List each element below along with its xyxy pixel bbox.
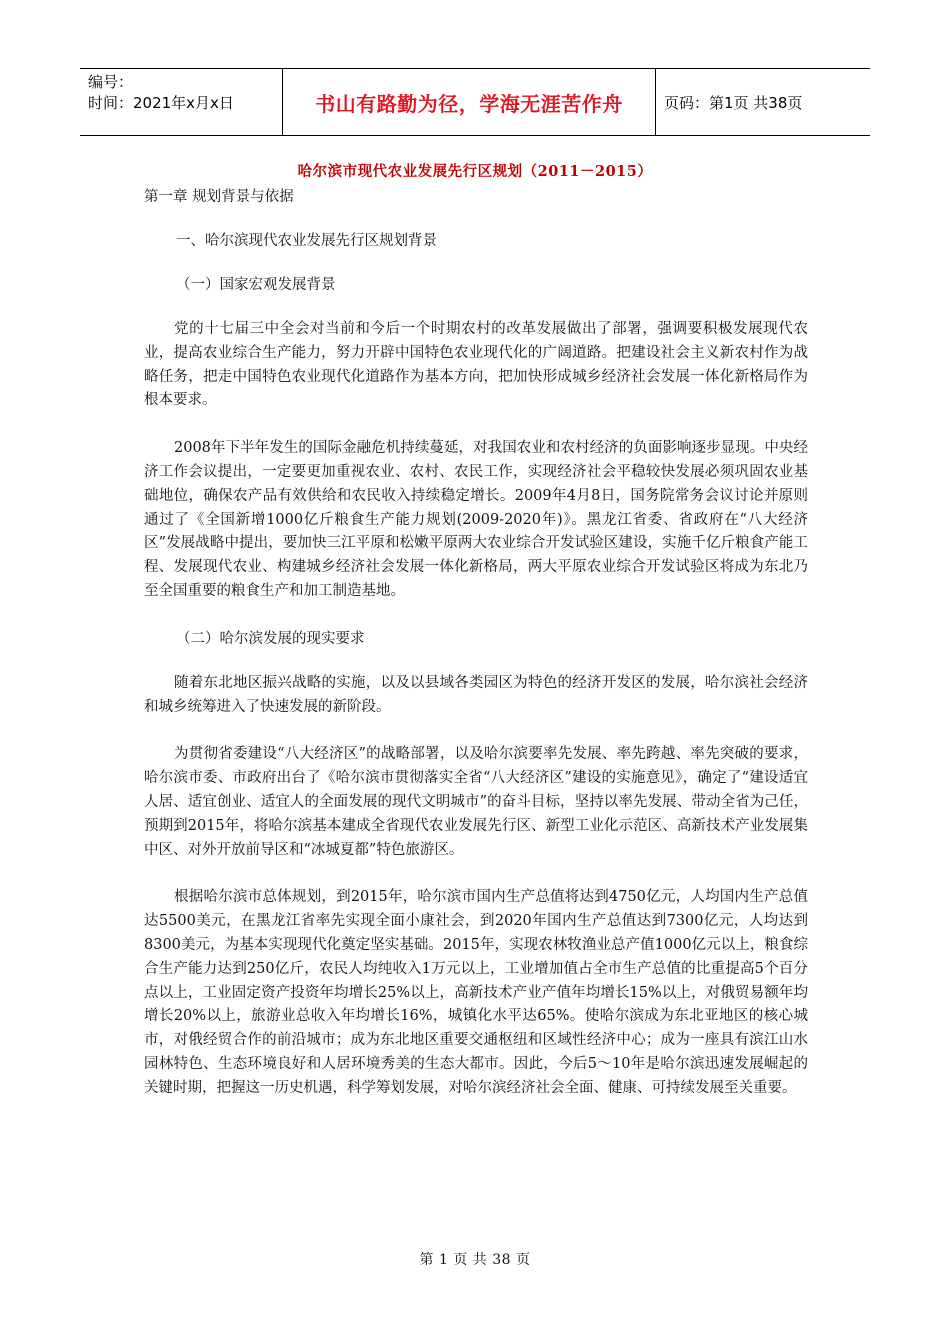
header-page-info: 页码：第1页 共38页 — [664, 93, 803, 112]
document-body — [144, 186, 808, 1125]
subsection-heading-1: （一）国家宏观发展背景 — [176, 277, 336, 293]
paragraph-2: 2008年下半年发生的国际金融危机持续蔓延，对我国农业和农村经济的负面影响逐步显现。中央经济工作会议提出，一定要更加重视农业、农村、农民工作，实现经济社会平稳较快发展必须巩固农业基础地位，确保农产品有效供给和农民收入持续稳定增长。2009年4月8日，国务院常务会议讨论并原则通过了《全国新增1000亿斤粮食生产能力规划(2009-2020年)》。黑龙江省委、省政府在“八大经济区”发展战略中提出，要加快三江平原和松嫩平原两大农业综合开发试验区建设，实施千亿斤粮食产能工程、发展现代农业、构建城乡经济社会发展一体化新格局，两大平原农业综合开发试验区将成为东北乃至全国重要的粮食生产和加工制造基地。 — [144, 440, 808, 599]
header-motto: 书山有路勤为径，学海无涯苦作舟 — [283, 69, 656, 135]
page-footer: 第 1 页 共 38 页 — [419, 1252, 531, 1268]
paragraph-5: 根据哈尔滨市总体规划，到2015年，哈尔滨市国内生产总值将达到4750亿元，人均国内生产总值达5500美元，在黑龙江省率先实现全面小康社会，到2020年国内生产总值达到7300亿元，人均达到8300美元，为基本实现现代化奠定坚实基础。2015年，实现农林牧渔业总产值1000亿元以上，粮食综合生产能力达到250亿斤，农民人均纯收入1万元以上，工业增加值占全市生产总值的比重提高5个百分点以上，工业固定资产投资年均增长25%以上，高新技术产业产值年均增长15%以上，对俄贸易额年均增长20%以上，旅游业总收入年均增长16%，城镇化水平达65%。使哈尔滨成为东北亚地区的核心城市，对俄经贸合作的前沿城市；成为东北地区重要交通枢纽和区域性经济中心；成为一座具有滨江山水园林特色、生态环境良好和人居环境秀美的生态大都市。因此，今后5～10年是哈尔滨迅速发展崛起的关键时期，把握这一历史机遇，科学筹划发展，对哈尔滨经济社会全面、健康、可持续发展至关重要。 — [144, 889, 808, 1096]
subsection-heading-2: （二）哈尔滨发展的现实要求 — [176, 630, 365, 647]
paragraph-3: 随着东北地区振兴战略的实施，以及以县域各类园区为特色的经济开发区的发展，哈尔滨社会经济和城乡统筹进入了快速发展的新阶段。 — [144, 674, 808, 715]
paragraph-4: 为贯彻省委建设“八大经济区”的战略部署，以及哈尔滨要率先发展、率先跨越、率先突破的要求，哈尔滨市委、市政府出台了《哈尔滨市贯彻落实全省“八大经济区”建设的实施意见》，确定了“建设适宜人居、适宜创业、适宜人的全面发展的现代文明城市”的奋斗目标，坚持以率先发展、带动全省为己任，预期到2015年，将哈尔滨基本建成全省现代农业发展先行区、新型工业化示范区、高新技术产业发展集中区、对外开放前导区和“冰城夏都”特色旅游区。 — [144, 746, 808, 858]
header-meta-cell — [80, 69, 283, 135]
page-header — [80, 68, 870, 136]
document-title: 哈尔滨市现代农业发展先行区规划（2011－2015） — [297, 163, 653, 180]
chapter-heading: 第一章 规划背景与依据 — [144, 189, 294, 205]
header-number-label: 编号： — [88, 73, 134, 91]
section-heading: 一、哈尔滨现代农业发展先行区规划背景 — [176, 233, 437, 249]
header-date-label: 时间：2021年x月x日 — [88, 94, 234, 112]
paragraph-1: 党的十七届三中全会对当前和今后一个时期农村的改革发展做出了部署，强调要积极发展现代农业，提高农业综合生产能力，努力开辟中国特色农业现代化的广阔道路。把建设社会主义新农村作为战略任务，把走中国特色农业现代化道路作为基本方向，把加快形成城乡经济社会发展一体化新格局作为根本要求。 — [144, 321, 808, 409]
